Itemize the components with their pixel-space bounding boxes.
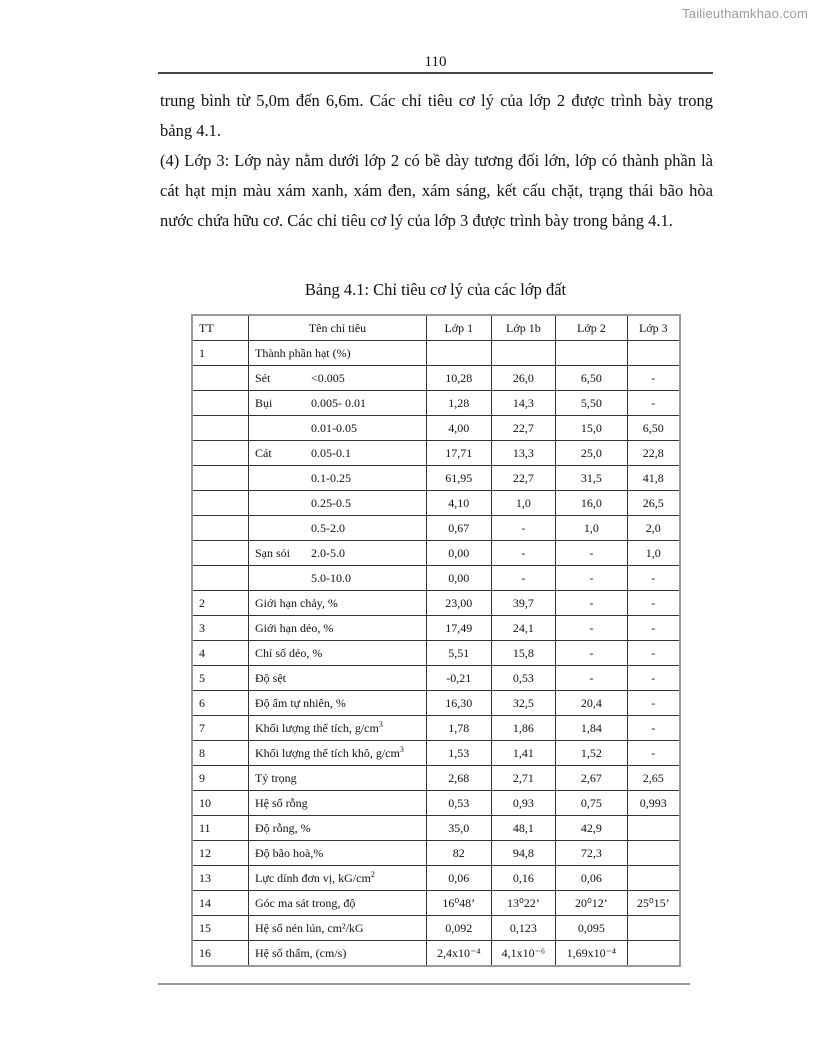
row-number: 16 [192,941,249,967]
value-cell: 20⁰12’ [556,891,627,916]
property-name [249,741,427,766]
table-row [192,491,680,516]
value-cell: - [556,641,627,666]
property-name [249,441,427,466]
value-cell: 13,3 [491,441,556,466]
table-row [192,391,680,416]
value-cell: 25,0 [556,441,627,466]
value-cell: - [627,716,680,741]
value-cell: - [491,566,556,591]
table-caption: Bảng 4.1: Chỉ tiêu cơ lý của các lớp đất [304,280,567,299]
table-row [192,641,680,666]
table-row [192,666,680,691]
value-cell: - [491,541,556,566]
grain-size-range: 0.5-2.0 [311,520,345,535]
value-cell: 1,52 [556,741,627,766]
property-label: Hệ số rỗng [255,795,308,810]
value-cell: 1,41 [491,741,556,766]
row-number: 6 [192,691,249,716]
value-cell: 15,8 [491,641,556,666]
unit-exponent: 2 [370,869,375,879]
header-cell: Lớp 1b [491,315,556,341]
value-cell: 94,8 [491,841,556,866]
value-cell: 32,5 [491,691,556,716]
row-number: 10 [192,791,249,816]
value-cell: - [556,666,627,691]
value-cell: - [627,641,680,666]
value-cell: 82 [427,841,492,866]
table-row [192,341,680,366]
value-cell: 23,00 [427,591,492,616]
value-cell: - [627,691,680,716]
header-cell: Tên chỉ tiêu [249,315,427,341]
value-cell: 16,0 [556,491,627,516]
value-cell: 16,30 [427,691,492,716]
value-cell [627,941,680,967]
value-cell: 0,095 [556,916,627,941]
row-number: 14 [192,891,249,916]
value-cell: 31,5 [556,466,627,491]
value-cell: 10,28 [427,366,492,391]
property-label: Độ sệt [255,670,286,685]
property-name [249,391,427,416]
value-cell: - [627,366,680,391]
value-cell: - [627,616,680,641]
property-label: Giới hạn chảy, % [255,595,338,610]
property-name [249,366,427,391]
property-name [249,466,427,491]
value-cell: 22,7 [491,416,556,441]
value-cell: 2,4x10⁻⁴ [427,941,492,967]
grain-size-range: 2.0-5.0 [311,545,345,560]
fraction-type: Sạn sỏi [255,545,291,560]
value-cell: 0,53 [427,791,492,816]
table-row [192,791,680,816]
header-cell: Lớp 1 [427,315,492,341]
value-cell: 39,7 [491,591,556,616]
row-number: 7 [192,716,249,741]
row-number [192,441,249,466]
value-cell: 0,75 [556,791,627,816]
value-cell: 0,16 [491,866,556,891]
property-label: Độ rỗng, % [255,820,311,835]
property-name [249,566,427,591]
property-name [249,666,427,691]
value-cell: 2,71 [491,766,556,791]
fraction-type: Bụi [255,395,273,410]
value-cell: 1,28 [427,391,492,416]
grain-size-range: 5.0-10.0 [311,570,351,585]
value-cell: 16⁰48’ [427,891,492,916]
property-name [249,616,427,641]
value-cell: 4,10 [427,491,492,516]
value-cell [627,916,680,941]
value-cell: 22,7 [491,466,556,491]
value-cell: 0,93 [491,791,556,816]
value-cell: - [556,541,627,566]
property-name [249,416,427,441]
fraction-type: Sét [255,370,271,385]
property-label: Hệ số thấm, (cm/s) [255,945,347,960]
value-cell: - [627,741,680,766]
property-name [249,516,427,541]
value-cell: - [627,666,680,691]
row-number [192,491,249,516]
row-number [192,391,249,416]
property-name [249,641,427,666]
value-cell: 15,0 [556,416,627,441]
header-cell: TT [192,315,249,341]
value-cell: 0,00 [427,566,492,591]
fraction-type: Cát [255,445,272,460]
value-cell [627,816,680,841]
value-cell: 25⁰15’ [627,891,680,916]
property-name [249,766,427,791]
row-number: 13 [192,866,249,891]
grain-size-range: 0.05-0.1 [311,445,351,460]
property-label: Hệ số nén lún, cm²/kG [255,920,364,935]
table-row [192,891,680,916]
value-cell: - [491,516,556,541]
property-name [249,916,427,941]
value-cell: 2,68 [427,766,492,791]
table-row [192,916,680,941]
row-number: 4 [192,641,249,666]
value-cell: 42,9 [556,816,627,841]
property-label: Giới hạn dẻo, % [255,620,334,635]
value-cell: - [627,591,680,616]
value-cell: 1,0 [491,491,556,516]
value-cell: 0,993 [627,791,680,816]
value-cell: 1,69x10⁻⁴ [556,941,627,967]
value-cell: - [627,391,680,416]
value-cell: 22,8 [627,441,680,466]
table-row [192,441,680,466]
property-name [249,816,427,841]
table-row [192,566,680,591]
property-label: Khối lượng thể tích khô, g/cm [255,745,400,760]
table-row [192,616,680,641]
value-cell: 17,71 [427,441,492,466]
value-cell: 13⁰22’ [491,891,556,916]
value-cell: 0,00 [427,541,492,566]
row-number [192,541,249,566]
property-name [249,891,427,916]
row-number: 11 [192,816,249,841]
header-cell: Lớp 3 [627,315,680,341]
table-header-row [192,315,680,341]
property-name [249,941,427,967]
value-cell: - [556,566,627,591]
value-cell [627,866,680,891]
table-row [192,816,680,841]
value-cell: 20,4 [556,691,627,716]
value-cell: 5,50 [556,391,627,416]
property-name [249,591,427,616]
table-row [192,691,680,716]
value-cell: -0,21 [427,666,492,691]
property-name [249,716,427,741]
property-label: Chỉ số dẻo, % [255,645,323,660]
value-cell: 26,5 [627,491,680,516]
grain-size-range: <0.005 [311,370,345,385]
header-cell: Lớp 2 [556,315,627,341]
value-cell: 0,092 [427,916,492,941]
property-name [249,541,427,566]
row-number: 1 [192,341,249,366]
row-number: 5 [192,666,249,691]
value-cell: 6,50 [627,416,680,441]
value-cell [627,341,680,366]
value-cell: 4,1x10⁻⁶ [491,941,556,967]
table-row [192,841,680,866]
table-row [192,466,680,491]
value-cell: 5,51 [427,641,492,666]
value-cell: 0,06 [427,866,492,891]
table-row [192,716,680,741]
property-label: Thành phần hạt (%) [255,345,351,360]
row-number: 12 [192,841,249,866]
value-cell: 6,50 [556,366,627,391]
footer-rule [158,983,690,985]
value-cell [627,841,680,866]
value-cell: 4,00 [427,416,492,441]
value-cell: 72,3 [556,841,627,866]
value-cell: - [556,616,627,641]
value-cell: 0,53 [491,666,556,691]
table-row [192,766,680,791]
value-cell: 2,67 [556,766,627,791]
property-label: Độ ẩm tự nhiên, % [255,695,346,710]
property-name [249,866,427,891]
unit-exponent: 3 [378,719,383,729]
paragraph: trung bình từ 5,0m đến 6,6m. Các chỉ tiêu cơ lý của lớp 2 được trình bày trong bảng 4.1. [160,91,713,140]
row-number [192,366,249,391]
value-cell: 48,1 [491,816,556,841]
property-name [249,691,427,716]
value-cell: 41,8 [627,466,680,491]
body-text [160,86,713,236]
value-cell: 35,0 [427,816,492,841]
property-label: Lực dính đơn vị, kG/cm [255,870,371,885]
header-rule [158,72,713,74]
property-name [249,341,427,366]
table-row [192,541,680,566]
property-label: Độ bão hoà,% [255,845,324,860]
value-cell: 14,3 [491,391,556,416]
property-label: Khối lượng thể tích, g/cm [255,720,379,735]
value-cell: 0,67 [427,516,492,541]
grain-size-range: 0.1-0.25 [311,470,351,485]
value-cell: 17,49 [427,616,492,641]
table-row [192,866,680,891]
grain-size-range: 0.25-0.5 [311,495,351,510]
table-row [192,941,680,967]
property-name [249,491,427,516]
table-row [192,366,680,391]
value-cell: 0,123 [491,916,556,941]
value-cell: 1,84 [556,716,627,741]
unit-exponent: 3 [399,744,404,754]
value-cell: 2,65 [627,766,680,791]
value-cell: 2,0 [627,516,680,541]
paragraph: (4) Lớp 3: Lớp này nằm dưới lớp 2 có bề dày tương đối lớn, lớp có thành phần là cát hạt mịn màu xám xanh, xám đen, xám sáng, kết cấu chặt, trạng thái bão hòa nước chứa hữu cơ. Các chỉ tiêu cơ lý của lớp 3 được trình bày trong bảng 4.1. [160,151,713,230]
page-number: 110 [424,54,447,70]
value-cell: - [556,591,627,616]
table-row [192,516,680,541]
value-cell: 1,86 [491,716,556,741]
grain-size-range: 0.005- 0.01 [311,395,366,410]
value-cell: 1,0 [556,516,627,541]
row-number [192,416,249,441]
table-row [192,416,680,441]
value-cell: 1,78 [427,716,492,741]
value-cell: 24,1 [491,616,556,641]
row-number: 8 [192,741,249,766]
row-number [192,566,249,591]
row-number: 3 [192,616,249,641]
property-label: Tỷ trọng [255,770,297,785]
value-cell: 61,95 [427,466,492,491]
value-cell [491,341,556,366]
row-number: 9 [192,766,249,791]
value-cell [556,341,627,366]
row-number [192,516,249,541]
row-number: 2 [192,591,249,616]
property-name [249,841,427,866]
value-cell: - [627,566,680,591]
value-cell: 0,06 [556,866,627,891]
value-cell [427,341,492,366]
table-row [192,591,680,616]
value-cell: 1,53 [427,741,492,766]
value-cell: 26,0 [491,366,556,391]
soil-properties-table [191,314,681,967]
table-row [192,741,680,766]
row-number: 15 [192,916,249,941]
grain-size-range: 0.01-0.05 [311,420,357,435]
row-number [192,466,249,491]
value-cell: 1,0 [627,541,680,566]
watermark: Tailieuthamkhao.com [682,6,808,21]
property-name [249,791,427,816]
property-label: Góc ma sát trong, độ [255,895,356,910]
